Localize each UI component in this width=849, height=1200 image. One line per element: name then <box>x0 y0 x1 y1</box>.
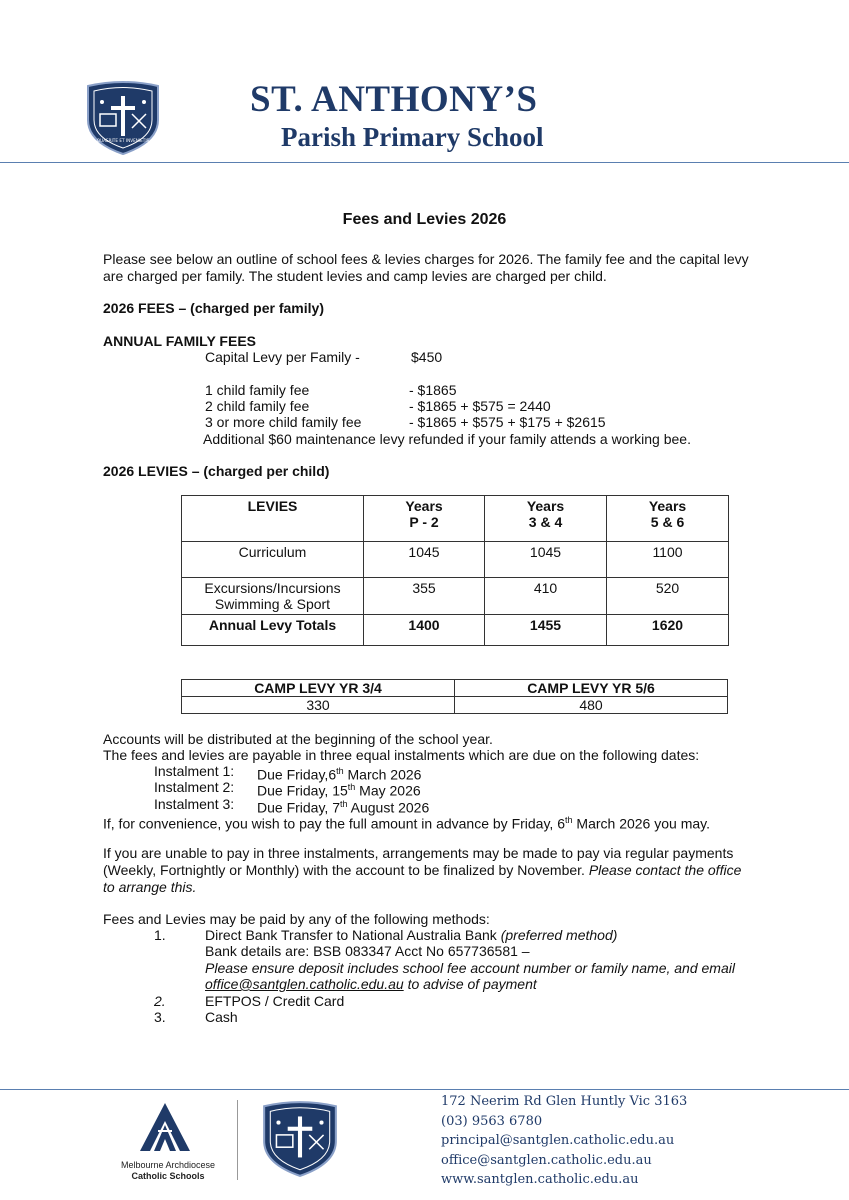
instalment-date: Due Friday, 7th August 2026 <box>257 799 430 816</box>
svg-text:QUAERITE ET INVENIETIS: QUAERITE ET INVENIETIS <box>96 138 150 143</box>
levies-table <box>181 495 729 646</box>
instalment-label: Instalment 1: <box>154 763 235 779</box>
table-cell: 330 <box>182 697 455 714</box>
school-name: ST. ANTHONY’S <box>250 79 538 120</box>
instalment-label: Instalment 2: <box>154 779 235 795</box>
table-cell: 1100 <box>607 542 729 578</box>
family-fee-value-2: - $1865 + $575 = 2440 <box>409 398 551 414</box>
methods-intro: Fees and Levies may be paid by any of the following methods: <box>103 911 490 927</box>
deposit-note: Please ensure deposit includes school fee account number or family name, and email <box>205 960 735 976</box>
accounts-line: Accounts will be distributed at the beginning of the school year. <box>103 731 493 747</box>
method-3: Cash <box>205 1009 238 1025</box>
camp-col-header: CAMP LEVY YR 5/6 <box>455 680 728 697</box>
regular-payments-paragraph: If you are unable to pay in three instalments, arrangements may be made to pay via regular payments (Weekly, Fortnightly or Monthly) with the account to be finalized by November. Please contact the office to arrange this. <box>103 845 742 895</box>
deposit-email-line: office@santglen.catholic.edu.au to advise of payment <box>205 976 537 992</box>
maintenance-note: Additional $60 maintenance levy refunded if your family attends a working bee. <box>203 431 691 447</box>
footer-logo-divider <box>237 1100 238 1180</box>
total-cell: 1400 <box>364 615 485 646</box>
row-label: Excursions/Incursions Swimming & Sport <box>182 578 364 615</box>
camp-header-row <box>182 680 728 697</box>
school-crest-logo <box>82 80 164 156</box>
method-number: 2. <box>154 993 166 1009</box>
total-cell: 1620 <box>607 615 729 646</box>
instalments-intro: The fees and levies are payable in three equal instalments which are due on the following dates: <box>103 747 700 763</box>
table-cell: 480 <box>455 697 728 714</box>
school-subtitle: Parish Primary School <box>281 122 544 152</box>
totals-row <box>182 615 729 646</box>
family-fee-value-1: - $1865 <box>409 382 457 398</box>
method-2: EFTPOS / Credit Card <box>205 993 345 1009</box>
header-divider <box>0 162 849 163</box>
total-cell: 1455 <box>485 615 607 646</box>
table-cell: 1045 <box>364 542 485 578</box>
levies-col-header: Years P - 2 <box>364 496 485 542</box>
method-1: Direct Bank Transfer to National Australia Bank (preferred method) <box>205 927 618 943</box>
table-cell: 410 <box>485 578 607 615</box>
mac-name-line1: Melbourne Archdiocese <box>120 1160 216 1170</box>
table-cell: 1045 <box>485 542 607 578</box>
family-fee-label-1: 1 child family fee <box>205 382 310 398</box>
bank-details: Bank details are: BSB 083347 Acct No 657736581 – <box>205 943 530 959</box>
table-cell: 355 <box>364 578 485 615</box>
instalment-date: Due Friday,6th March 2026 <box>257 766 422 783</box>
family-fee-value-3: - $1865 + $575 + $175 + $2615 <box>409 414 606 430</box>
levies-col-header: Years 3 & 4 <box>485 496 607 542</box>
instalment-label: Instalment 3: <box>154 796 235 812</box>
contact-website[interactable]: www.santglen.catholic.edu.au <box>441 1172 639 1187</box>
table-cell: 520 <box>607 578 729 615</box>
capital-levy-label: Capital Levy per Family - <box>205 349 360 365</box>
mac-name-line2: Catholic Schools <box>131 1171 205 1181</box>
mac-logo <box>136 1101 194 1153</box>
advance-payment-line: If, for convenience, you wish to pay the full amount in advance by Friday, 6th March 2026 you may. <box>103 815 710 832</box>
intro-paragraph: Please see below an outline of school fees & levies charges for 2026. The family fee and the capital levy are charged per family. The student levies and camp levies are charged per child. <box>103 251 749 284</box>
row-label: Curriculum <box>182 542 364 578</box>
contact-address: 172 Neerim Rd Glen Huntly Vic 3163 <box>441 1094 688 1109</box>
method-number: 3. <box>154 1009 166 1025</box>
method-number: 1. <box>154 927 166 943</box>
levies-heading: 2026 LEVIES – (charged per child) <box>103 463 330 479</box>
family-fee-label-3: 3 or more child family fee <box>205 414 362 430</box>
family-fee-label-2: 2 child family fee <box>205 398 310 414</box>
capital-levy-value: $450 <box>411 349 443 365</box>
totals-label: Annual Levy Totals <box>182 615 364 646</box>
office-email-link[interactable]: office@santglen.catholic.edu.au <box>205 976 404 992</box>
contact-office-email[interactable]: office@santglen.catholic.edu.au <box>441 1153 652 1168</box>
levies-header-row <box>182 496 729 542</box>
page-title: Fees and Levies 2026 <box>342 211 507 228</box>
contact-principal-email[interactable]: principal@santglen.catholic.edu.au <box>441 1133 675 1148</box>
contact-phone[interactable]: (03) 9563 6780 <box>441 1114 543 1129</box>
table-row <box>182 578 729 615</box>
instalment-date: Due Friday, 15th May 2026 <box>257 782 421 799</box>
footer-divider <box>0 1089 849 1090</box>
fees-heading: 2026 FEES – (charged per family) <box>103 300 324 316</box>
annual-fees-heading: ANNUAL FAMILY FEES <box>103 333 256 349</box>
camp-col-header: CAMP LEVY YR 3/4 <box>182 680 455 697</box>
table-row <box>182 542 729 578</box>
footer-crest-logo <box>258 1100 342 1178</box>
levies-col-header: Years 5 & 6 <box>607 496 729 542</box>
camp-levy-table <box>181 679 728 714</box>
table-row <box>182 697 728 714</box>
levies-col-header: LEVIES <box>182 496 364 542</box>
